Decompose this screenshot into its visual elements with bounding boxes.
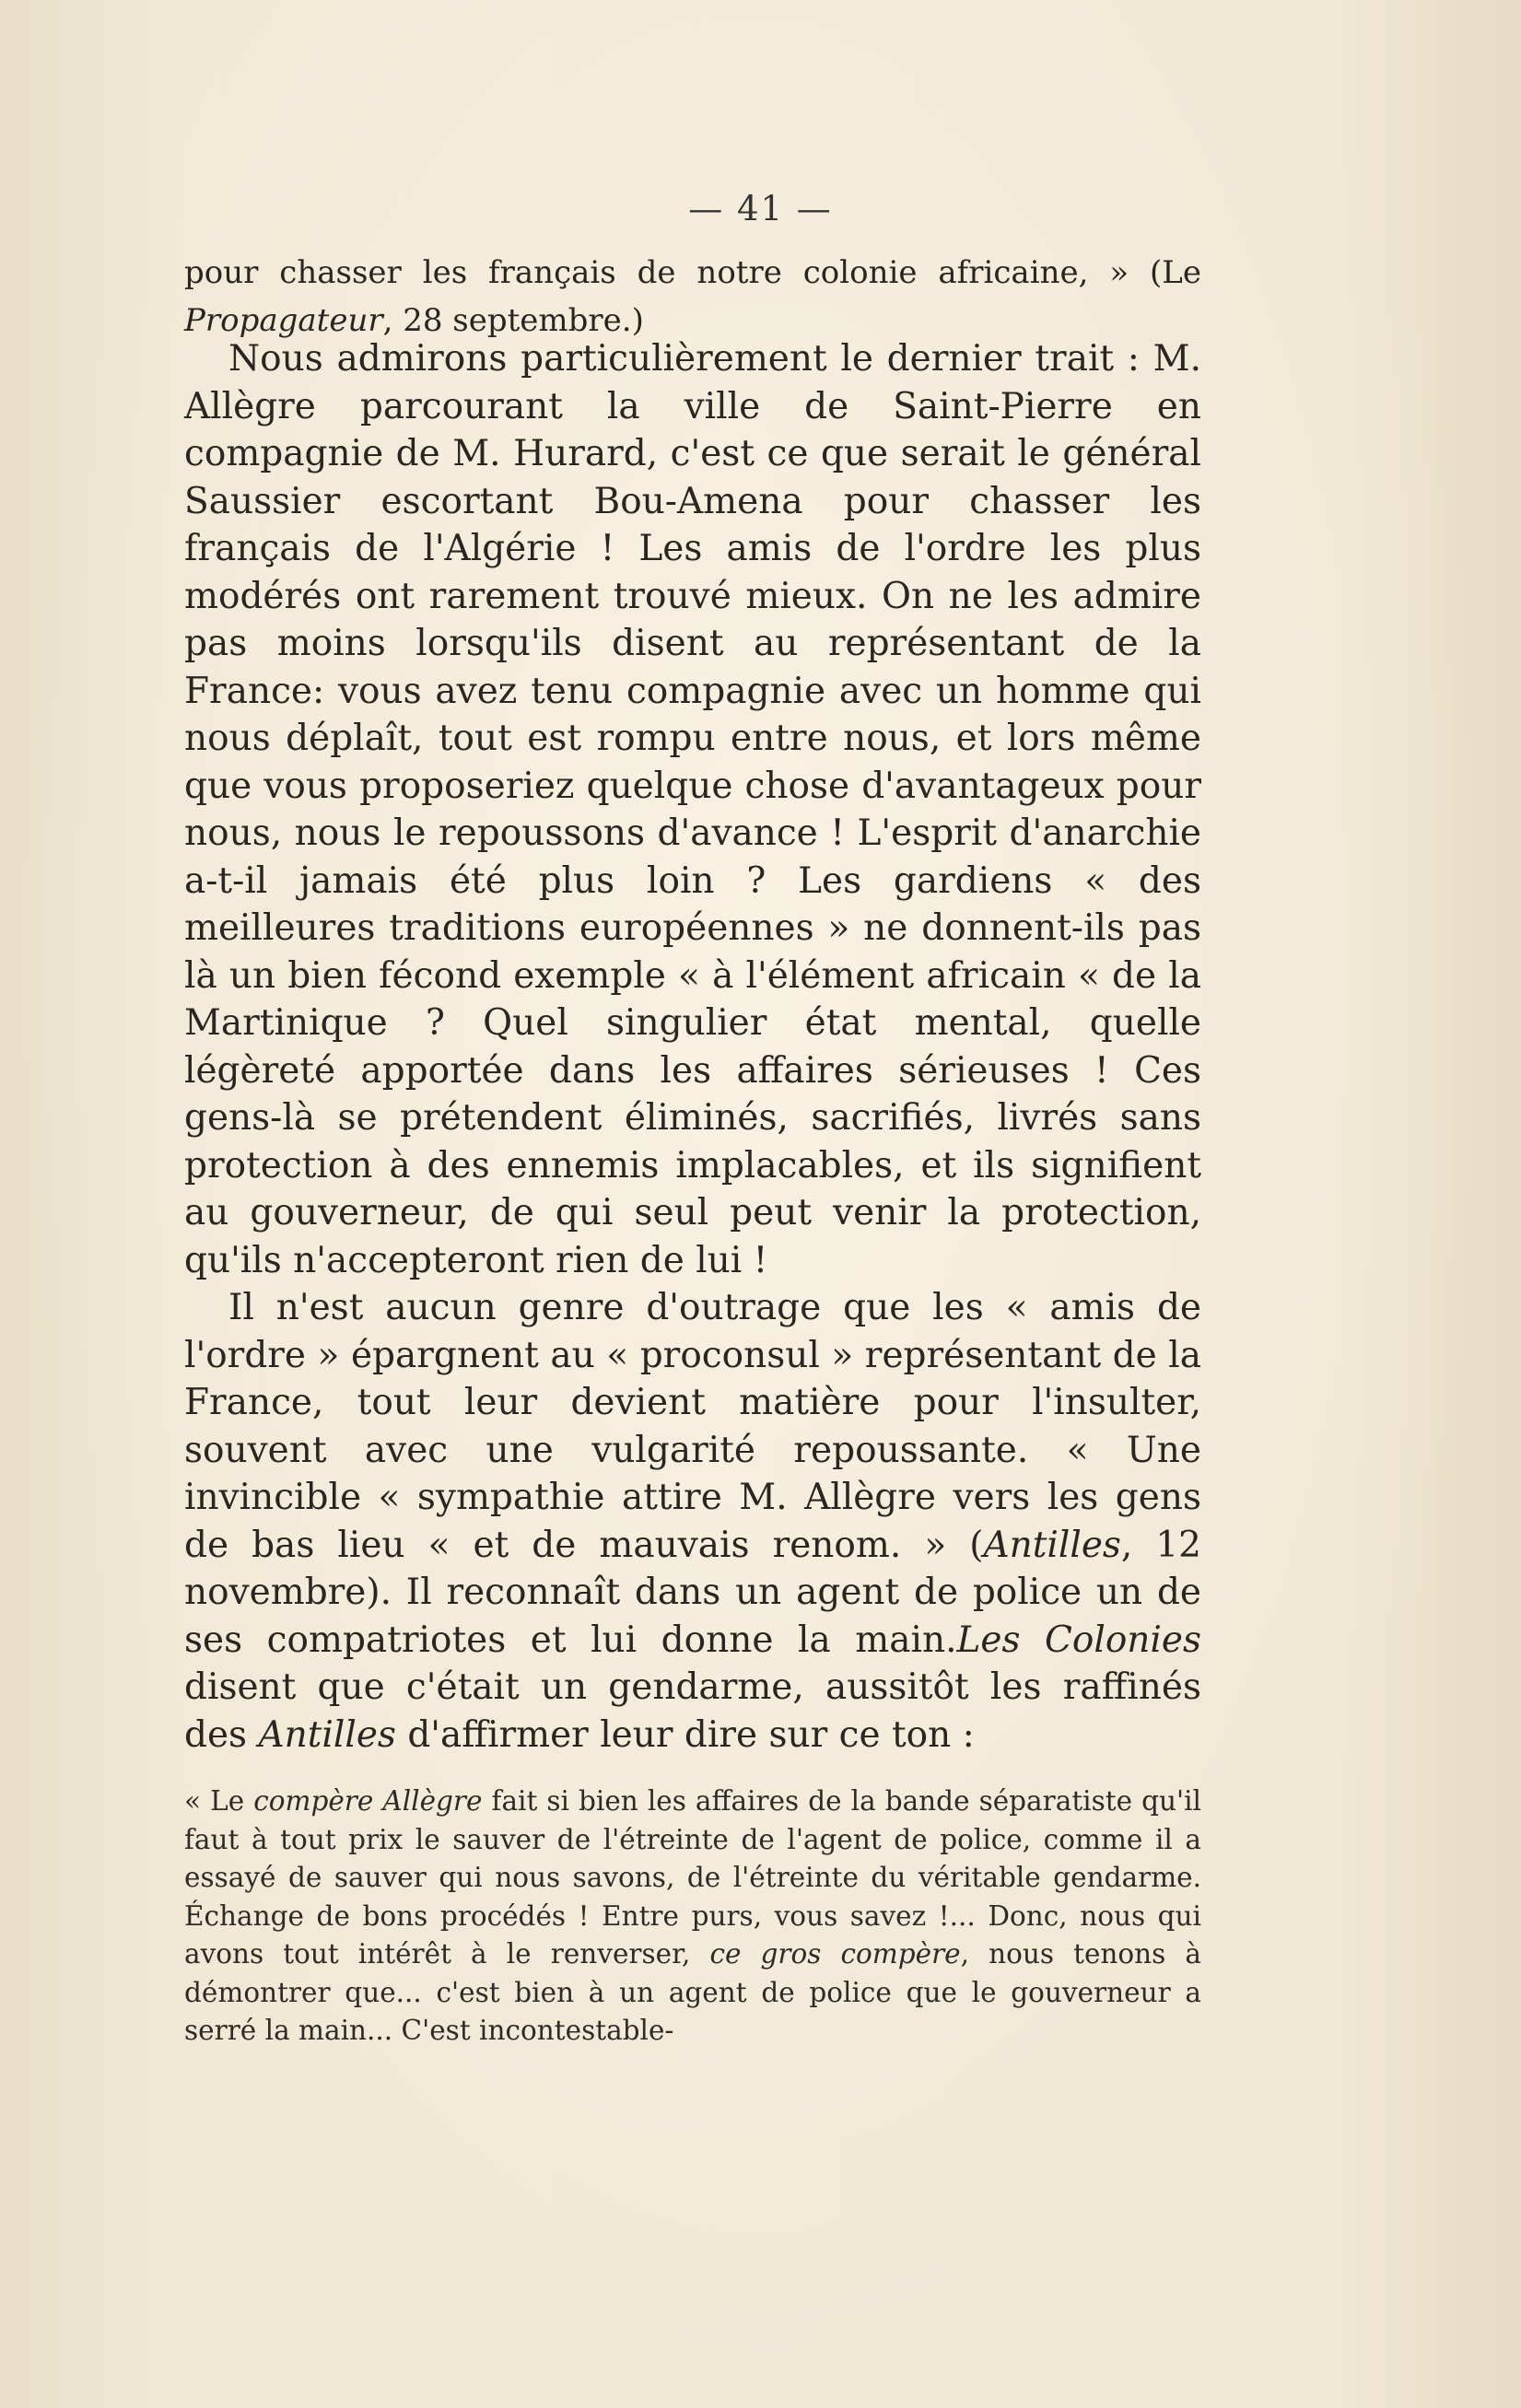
- paragraph-2-text-a: Il n'est aucun genre d'outrage que les « amis de l'ordre » épargnent au « proconsul » représentant de la France, tout leur devient matière pour l'insulter, souvent avec une vulgarité repoussante. « Une invincible « sympathie attire M. Allègre vers les gens de bas lieu « et de mauvais renom. » (: [184, 1287, 1201, 1566]
- intro-date: , 28 septembre.): [382, 302, 644, 339]
- paragraph-2-source-1: Antilles: [983, 1524, 1121, 1566]
- block-quote: [184, 1783, 1201, 2051]
- paragraph-2-text-d: d'affirmer leur dire sur ce ton :: [395, 1713, 975, 1756]
- quote-italic-1: compère Allègre: [253, 1785, 483, 1817]
- intro-continuation: [184, 249, 1201, 345]
- paragraph-2-source-3: Antilles: [258, 1713, 396, 1756]
- paragraph-2-source-2: Les Colonies: [956, 1619, 1201, 1661]
- paragraph-2: [184, 1284, 1201, 1759]
- intro-source: Propagateur: [184, 302, 383, 339]
- paragraph-2-text-b: , 12 novembre). Il reconnaît dans un agent de police un de ses compatriotes et lui donne la main.: [184, 1524, 1201, 1661]
- quote-text-c: , nous tenons à démontrer que... c'est bien à un agent de police que le gouverneur a serré la main... C'est incontestable-: [184, 1938, 1201, 2046]
- paragraph-1: Nous admirons particulièrement le dernier trait : M. Allègre parcourant la ville de Saint-Pierre en compagnie de M. Hurard, c'est ce que serait le général Saussier escortant Bou-Amena pour chasser les français de l'Algérie ! Les amis de l'ordre les plus modérés ont rarement trouvé mieux. On ne les admire pas moins lorsqu'ils disent au représentant de la France: vous avez tenu compagnie avec un homme qui nous déplaît, tout est rompu entre nous, et lors même que vous proposeriez quelque chose d'avantageux pour nous, nous le repoussons d'avance ! L'esprit d'anarchie a-t-il jamais été plus loin ? Les gardiens « des meilleures traditions européennes » ne donnent-ils pas là un bien fécond exemple « à l'élément africain « de la Martinique ? Quel singulier état mental, quelle légèreté apportée dans les affaires sérieuses ! Ces gens-là se prétendent éliminés, sacrifiés, livrés sans protection à des ennemis implacables, et ils signifient au gouverneur, de qui seul peut venir la protection, qu'ils n'accepteront rien de lui !: [184, 338, 1201, 1281]
- main-text: [184, 335, 1201, 1759]
- page-number: — 41 —: [688, 189, 833, 228]
- quote-italic-2: ce gros compère: [709, 1938, 961, 1970]
- paragraph-2-text-c: disent que c'était un gendarme, aussitôt les raffinés des: [184, 1666, 1201, 1756]
- quote-text-a: « Le: [184, 1785, 254, 1817]
- quote-paragraph: [184, 1783, 1201, 2051]
- quote-text-b: fait si bien les affaires de la bande séparatiste qu'il faut à tout prix le sauver de l'étreinte de l'agent de police, comme il a essayé de sauver qui nous savons, de l'étreinte du véritable gendarme. Échange de bons procédés ! Entre purs, vous savez !... Donc, nous qui avons tout intérêt à le renverser,: [184, 1785, 1201, 1970]
- intro-text: pour chasser les français de notre colonie africaine, » (Le: [184, 254, 1201, 291]
